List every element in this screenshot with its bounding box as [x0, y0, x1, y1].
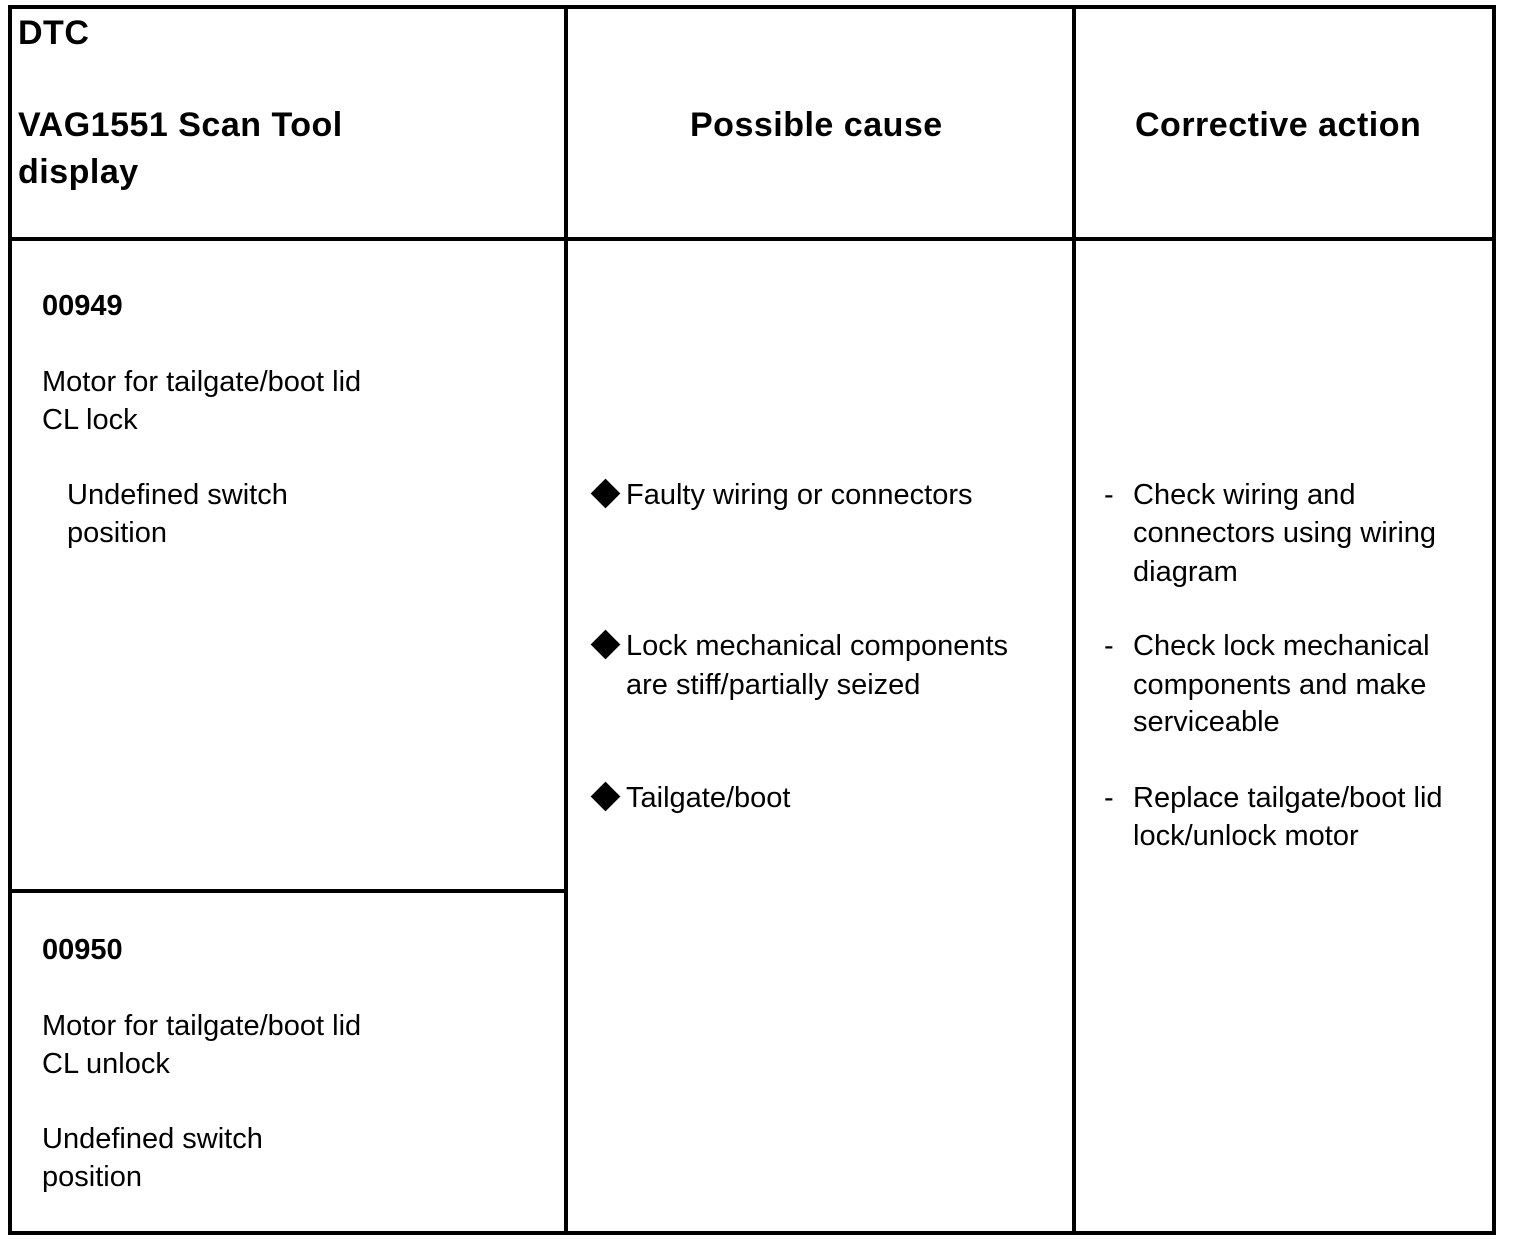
dtc-00949-cond-line2: position	[67, 517, 167, 549]
action-3-line1: Replace tailgate/boot lid	[1133, 782, 1443, 814]
action-2-line2: components and make	[1133, 669, 1427, 701]
action-1-dash: -	[1104, 479, 1114, 511]
cause-2-line1: Lock mechanical components	[626, 630, 1009, 662]
cause-1-line1: Faulty wiring or connectors	[626, 479, 973, 511]
diamond-bullet-icon	[591, 479, 621, 509]
header-display-label: display	[18, 153, 139, 191]
dtc-00950-cond-line1: Undefined switch	[42, 1123, 263, 1155]
action-3-line2: lock/unlock motor	[1133, 820, 1359, 852]
border-top	[8, 5, 1496, 9]
cause-2-line2: are stiff/partially seized	[626, 669, 921, 701]
header-dtc-label: DTC	[18, 14, 90, 52]
header-corrective-action: Corrective action	[1135, 106, 1422, 144]
action-1-line2: connectors using wiring	[1133, 517, 1437, 549]
action-2-dash: -	[1104, 630, 1114, 662]
dtc-00949-desc-line2: CL lock	[42, 404, 138, 436]
diamond-bullet-icon	[591, 630, 621, 660]
diamond-bullet-icon	[591, 782, 621, 812]
dtc-code-00949: 00949	[42, 290, 123, 322]
action-2-line1: Check lock mechanical	[1133, 630, 1430, 662]
dtc-code-00950: 00950	[42, 934, 123, 966]
action-1-line1: Check wiring and	[1133, 479, 1356, 511]
border-bottom	[8, 1231, 1496, 1235]
border-right	[1492, 5, 1496, 1235]
dtc-00950-desc-line2: CL unlock	[42, 1048, 170, 1080]
cause-3-line1: Tailgate/boot	[626, 782, 791, 814]
action-1-line3: diagram	[1133, 556, 1238, 588]
divider-col1	[564, 5, 568, 1235]
header-bottom-divider	[8, 237, 1496, 241]
divider-col2	[1072, 5, 1076, 1235]
action-2-line3: serviceable	[1133, 706, 1280, 738]
dtc-00949-cond-line1: Undefined switch	[67, 479, 288, 511]
header-possible-cause: Possible cause	[690, 106, 943, 144]
header-scan-tool-label: VAG1551 Scan Tool	[18, 106, 343, 144]
dtc-00950-desc-line1: Motor for tailgate/boot lid	[42, 1010, 362, 1042]
dtc-row-divider	[8, 889, 566, 893]
dtc-00949-desc-line1: Motor for tailgate/boot lid	[42, 366, 362, 398]
dtc-00950-cond-line2: position	[42, 1161, 142, 1193]
action-3-dash: -	[1104, 782, 1114, 814]
border-left	[8, 5, 12, 1235]
